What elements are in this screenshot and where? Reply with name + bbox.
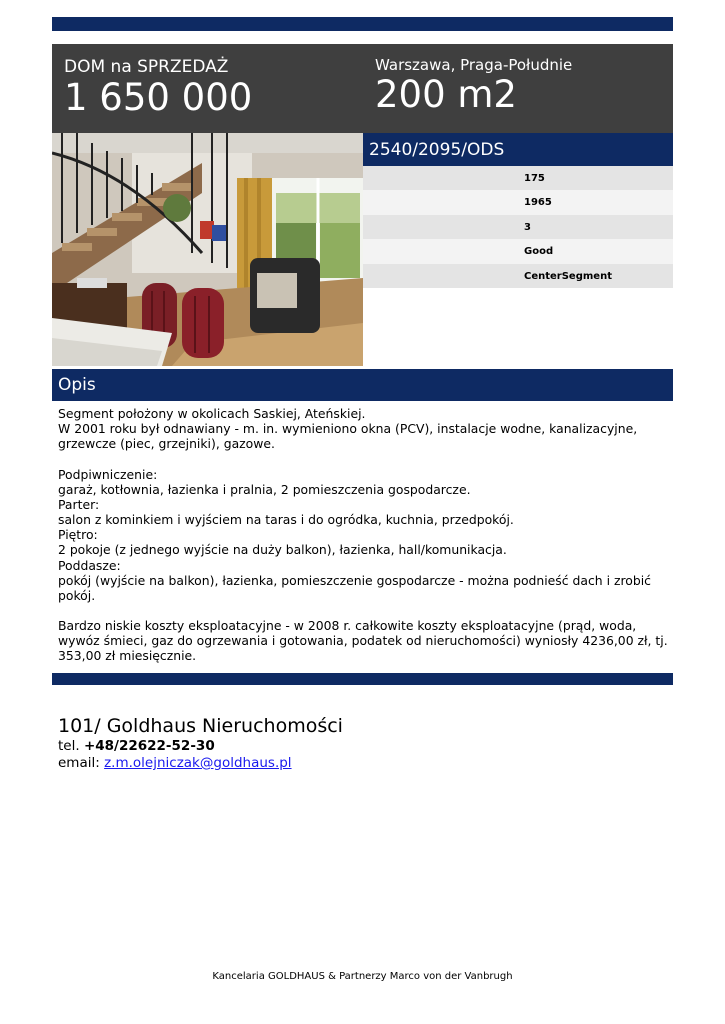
offer-type: DOM na SPRZEDAŻ [64, 57, 229, 77]
spec-value: 3 [524, 221, 531, 233]
phone-label: tel. [58, 738, 84, 754]
spec-value: CenterSegment [524, 270, 612, 282]
description-header [52, 369, 673, 401]
description-line: Bardzo niskie koszty eksploatacyjne - w 2008 r. całkowite koszty eksploatacyjne (prąd, woda, [58, 618, 637, 634]
description-line: wywóz śmieci, gaz do ogrzewania i gotowania, podatek od nieruchomości) wyniosły 4236,00 zł, tj. [58, 633, 668, 649]
agent-phone [58, 738, 215, 754]
agent-email [58, 755, 292, 771]
spec-row [363, 190, 673, 214]
description-line: pokój. [58, 587, 96, 603]
description-line: 353,00 zł miesięcznie. [58, 648, 197, 664]
description-line: Podpiwniczenie: [58, 466, 158, 482]
listing-reference: 2540/2095/ODS [369, 140, 505, 160]
description-title: Opis [58, 375, 96, 395]
spec-value: 175 [524, 173, 545, 184]
property-photo [52, 133, 363, 366]
description-line: pokój (wyjście na balkon), łazienka, pomieszczenie gospodarcze - można podnieść dach i zrobić [58, 572, 651, 588]
footer: Kancelaria GOLDHAUS & Partnerzy Marco von der Vanbrugh [212, 971, 513, 982]
description-line: 2 pokoje (z jednego wyjście na duży balkon), łazienka, hall/komunikacja. [58, 542, 507, 558]
top-accent-bar [52, 17, 673, 31]
agent-name: 101/ Goldhaus Nieruchomości [58, 715, 343, 737]
description-blank-line [58, 603, 670, 618]
description-blank-line [58, 451, 670, 466]
description-line: grzewcze (piec, grzejniki), gazowe. [58, 436, 275, 452]
email-link[interactable]: z.m.olejniczak@goldhaus.pl [104, 755, 292, 771]
email-label: email: [58, 755, 105, 771]
description-line: garaż, kotłownia, łazienka i pralnia, 2 pomieszczenia gospodarcze. [58, 481, 471, 497]
spec-row [363, 239, 673, 263]
bottom-accent-bar [52, 673, 673, 685]
description-body [58, 406, 670, 664]
description-line: Piętro: [58, 527, 98, 543]
spec-table [363, 166, 673, 288]
phone-number: +48/22622-52-30 [83, 738, 215, 754]
spec-row [363, 166, 673, 190]
spec-value: Good [524, 246, 554, 258]
listing-header [52, 44, 673, 133]
description-line: Segment położony w okolicach Saskiej, Ateńskiej. [58, 406, 366, 421]
description-line: Parter: [58, 496, 100, 512]
description-line: W 2001 roku był odnawiany - m. in. wymieniono okna (PCV), instalacje wodne, kanalizacyjne, [58, 421, 638, 437]
spec-row [363, 215, 673, 239]
description-line: salon z kominkiem i wyjściem na taras i do ogródka, kuchnia, przedpokój. [58, 512, 514, 528]
price: 1 650 000 [64, 76, 253, 119]
area: 200 m2 [375, 73, 517, 116]
location: Warszawa, Praga-Południe [375, 56, 573, 74]
description-line: Poddasze: [58, 557, 121, 573]
spec-row [363, 264, 673, 288]
spec-value: 1965 [524, 197, 552, 209]
reference-bar [363, 133, 673, 166]
